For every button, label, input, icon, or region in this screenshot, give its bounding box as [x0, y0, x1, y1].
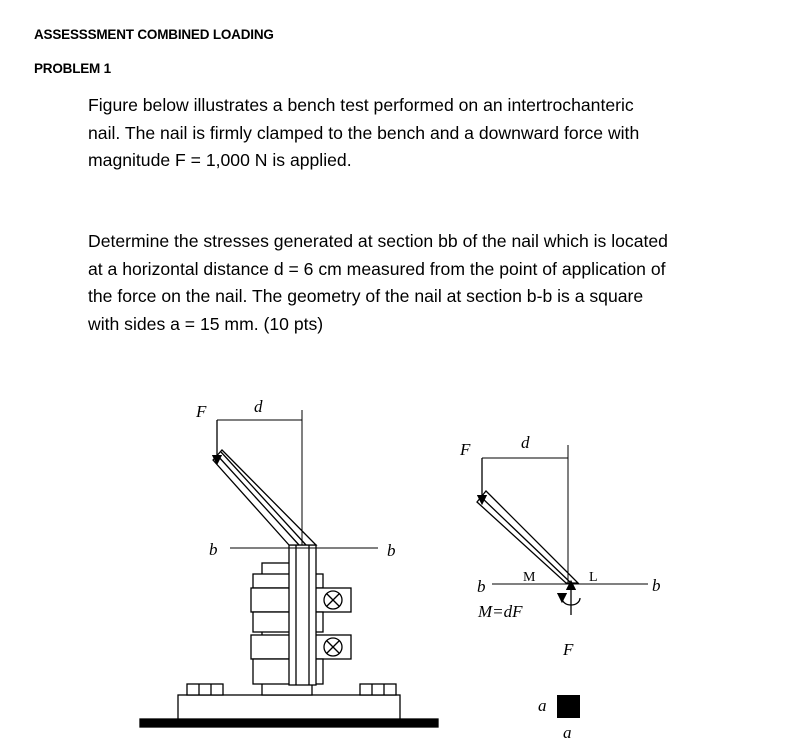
problem-label: PROBLEM 1 [34, 61, 111, 76]
paragraph-line: Determine the stresses generated at section bb of the nail which is located [88, 231, 668, 251]
document-title: ASSESSSMENT COMBINED LOADING [34, 27, 274, 42]
left-force-label: F [196, 402, 207, 421]
moment-equation: M=dF [478, 602, 523, 621]
paragraph-line: magnitude F = 1,000 N is applied. [88, 150, 352, 170]
paragraph-line: with sides a = 15 mm. (10 pts) [88, 313, 324, 334]
left-bench-diagram [140, 410, 438, 727]
moment-symbol-label: M [523, 570, 536, 585]
bench-surface [140, 719, 438, 727]
right-free-body-diagram [477, 445, 648, 615]
right-section-label-right: b [652, 576, 661, 595]
bench-base-plate [178, 695, 400, 719]
nail-shaft [289, 545, 316, 685]
right-section-label-left: b [477, 577, 486, 596]
bolt-right-icon [360, 684, 396, 695]
left-section-label-right: b [387, 541, 396, 560]
left-distance-label: d [254, 397, 263, 416]
bolt-left-icon [187, 684, 223, 695]
axial-symbol-label: L [589, 570, 598, 585]
reaction-force-label: F [563, 640, 574, 659]
cross-section-side-label-bottom: a [563, 723, 572, 742]
nail-neck [213, 450, 316, 545]
right-distance-label: d [521, 433, 530, 452]
clamp-screw-upper-icon [324, 591, 342, 609]
paragraph-line: nail. The nail is firmly clamped to the bench and a downward force with [88, 122, 640, 143]
paragraph-line: Figure below illustrates a bench test performed on an intertrochanteric [88, 95, 634, 115]
cross-section-square [557, 695, 580, 718]
paragraph-line: at a horizontal distance d = 6 cm measured from the point of application of [88, 258, 666, 279]
cross-section-side-label-left: a [538, 696, 547, 715]
paragraph-line: the force on the nail. The geometry of the nail at section b-b is a square [88, 286, 644, 306]
left-section-label-left: b [209, 540, 218, 559]
clamp-screw-lower-icon [324, 638, 342, 656]
right-force-label: F [460, 440, 471, 459]
